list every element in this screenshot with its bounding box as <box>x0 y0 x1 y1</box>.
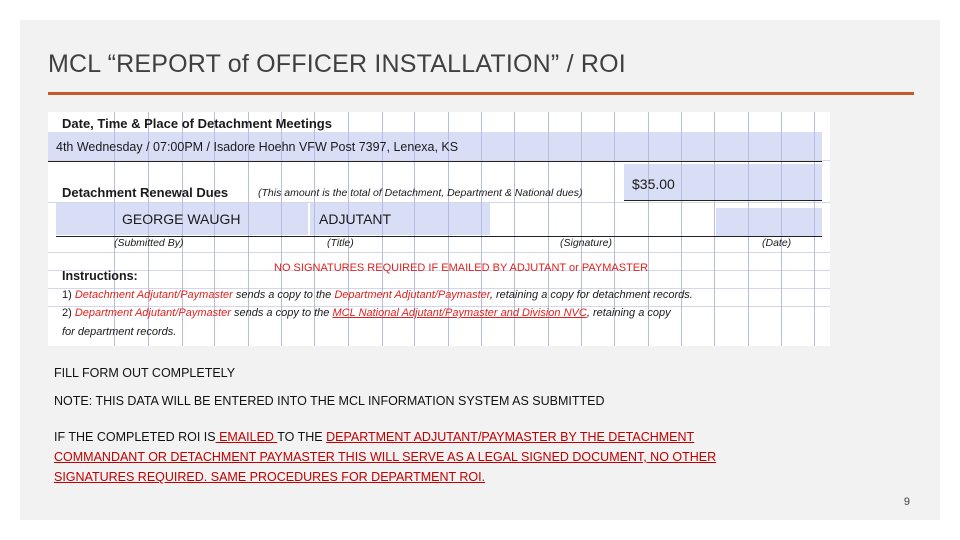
gridline <box>48 252 830 253</box>
step-1-end: , retaining a copy for detachment records. <box>489 289 693 301</box>
dues-rule <box>624 200 822 201</box>
title-value: ADJUTANT <box>319 211 392 227</box>
body-email-prefix: IF THE COMPLETED ROI IS <box>54 430 216 444</box>
date-fill <box>716 208 822 236</box>
step-2-mid: sends a copy to the <box>230 307 333 319</box>
label-submitted-by: (Submitted By) <box>114 237 184 249</box>
gridline <box>814 112 815 346</box>
body-line-email-3: SIGNATURES REQUIRED. SAME PROCEDURES FOR DEPARTMENT ROI. <box>54 470 486 484</box>
body-line-email-1 <box>54 430 694 444</box>
step-2-end: , retaining a copy <box>586 307 671 319</box>
gridline <box>714 112 715 346</box>
gridline <box>48 202 830 203</box>
label-title: (Title) <box>327 237 354 249</box>
gridline <box>681 112 682 346</box>
step-1-mid: sends a copy to the <box>232 289 335 301</box>
body-dept-adjutant: DEPARTMENT ADJUTANT/PAYMASTER BY THE DETACHMENT <box>326 430 695 444</box>
body-line-note: NOTE: THIS DATA WILL BE ENTERED INTO THE MCL INFORMATION SYSTEM AS SUBMITTED <box>54 394 605 408</box>
page-number: 9 <box>903 496 910 508</box>
meetings-heading: Date, Time & Place of Detachment Meetings <box>62 116 332 131</box>
meetings-rule <box>48 161 822 162</box>
instruction-step-2-cont: for department records. <box>62 326 177 338</box>
instructions-heading: Instructions: <box>62 269 138 283</box>
gridline <box>781 112 782 346</box>
step-2-number: 2) <box>62 307 72 319</box>
step-1-number: 1) <box>62 289 72 301</box>
step-1-from: Detachment Adjutant/Paymaster <box>74 289 233 301</box>
dues-note: (This amount is the total of Detachment, Department & National dues) <box>258 187 583 199</box>
instruction-step-1 <box>62 289 693 301</box>
step-2-to: MCL National Adjutant/Paymaster and Division NVC <box>332 307 587 319</box>
roi-form-image <box>48 112 830 346</box>
no-signatures-note: NO SIGNATURES REQUIRED IF EMAILED BY ADJUTANT or PAYMASTER <box>274 262 649 274</box>
body-line-email-2: COMMANDANT OR DETACHMENT PAYMASTER THIS WILL SERVE AS A LEGAL SIGNED DOCUMENT, NO OTHER <box>54 450 717 464</box>
body-line-fill-form: FILL FORM OUT COMPLETELY <box>54 366 236 380</box>
body-to-the: TO THE <box>277 430 327 444</box>
step-2-from: Department Adjutant/Paymaster <box>74 307 231 319</box>
title-underline <box>48 92 914 95</box>
label-date: (Date) <box>762 237 792 249</box>
body-emailed: EMAILED <box>215 430 278 444</box>
meetings-value: 4th Wednesday / 07:00PM / Isadore Hoehn VFW Post 7397, Lenexa, KS <box>56 140 459 154</box>
gridline <box>748 112 749 346</box>
dues-amount: $35.00 <box>632 176 675 192</box>
label-signature: (Signature) <box>560 237 612 249</box>
dues-heading: Detachment Renewal Dues <box>62 185 229 200</box>
step-1-to: Department Adjutant/Paymaster <box>334 289 490 301</box>
instruction-step-2 <box>62 307 671 319</box>
submitted-by-value: GEORGE WAUGH <box>122 211 241 227</box>
slide-title: MCL “REPORT of OFFICER INSTALLATION” / ROI <box>48 50 626 78</box>
